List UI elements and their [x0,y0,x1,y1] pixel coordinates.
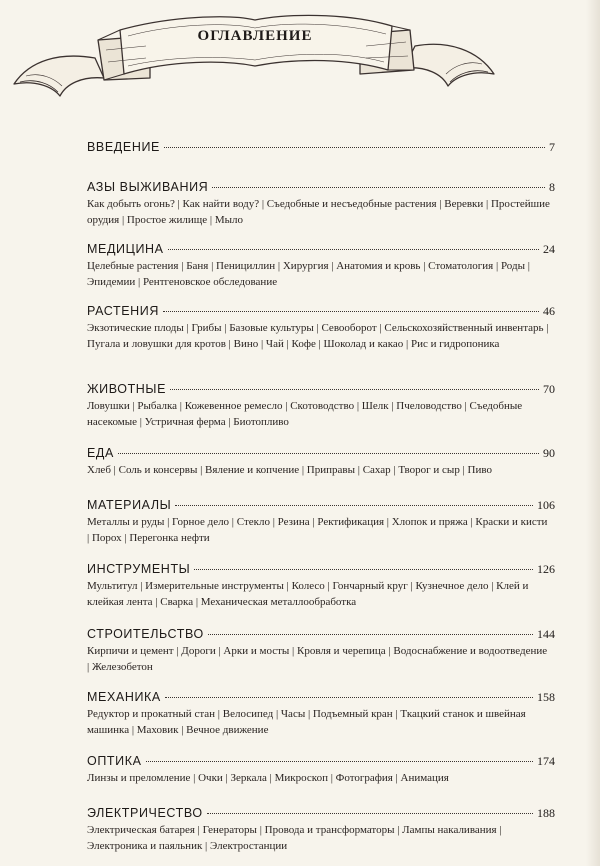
dot-leader [118,443,539,454]
chapter-subtopics: Хлеб | Соль и консервы | Вяление и копчение | Приправы | Сахар | Творог и сыр | Пиво [87,464,492,476]
chapter-title: ЕДА [87,446,114,460]
dot-leader [194,559,533,570]
dot-leader [164,137,545,148]
page-number: 24 [543,242,555,256]
dot-leader [146,751,533,762]
chapter-title: ВВЕДЕНИЕ [87,140,160,154]
dot-leader [212,177,545,188]
page-title: ОГЛАВЛЕНИЕ [197,28,313,44]
chapter-title: ИНСТРУМЕНТЫ [87,562,191,576]
toc-entry[interactable] [87,180,555,228]
chapter-subtopics: Экзотические плоды | Грибы | Базовые культуры | Севооборот | Сельскохозяйственный инвентарь | Пугала и ловушки для кротов | Вино | Чай | Кофе | Шоколад и какао | Рис и гидропоника [87,322,549,350]
page-number: 126 [537,562,555,576]
toc-entry[interactable] [87,806,555,854]
chapter-title: ОПТИКА [87,754,142,768]
page-number: 90 [543,446,555,460]
toc-entry[interactable] [87,690,555,738]
page-number: 46 [543,304,555,318]
dot-leader [168,239,539,250]
chapter-title: СТРОИТЕЛЬСТВО [87,627,204,641]
page-number: 7 [549,140,555,154]
toc-entry[interactable] [87,140,555,155]
chapter-title: ЭЛЕКТРИЧЕСТВО [87,806,203,820]
toc-entry[interactable] [87,627,555,675]
dot-leader [207,803,533,814]
chapter-subtopics: Мультитул | Измерительные инструменты | Колесо | Гончарный круг | Кузнечное дело | Клей и клейкая лента | Сварка | Механическая металлообработка [87,580,529,608]
dot-leader [208,624,533,635]
chapter-title: РАСТЕНИЯ [87,304,159,318]
toc-entry[interactable] [87,242,555,290]
chapter-subtopics: Кирпичи и цемент | Дороги | Арки и мосты | Кровля и черепица | Водоснабжение и водоотведение | Железобетон [87,645,548,673]
page-number: 174 [537,754,555,768]
chapter-subtopics: Металлы и руды | Горное дело | Стекло | Резина | Ректификация | Хлопок и пряжа | Краски и кисти | Порох | Перегонка нефти [87,516,548,544]
chapter-title: МЕДИЦИНА [87,242,164,256]
page-edge-shadow [586,0,600,866]
page-number: 188 [537,806,555,820]
chapter-title: АЗЫ ВЫЖИВАНИЯ [87,180,209,194]
page-number: 158 [537,690,555,704]
chapter-subtopics: Редуктор и прокатный стан | Велосипед | Часы | Подъемный кран | Ткацкий станок и швейная машинка | Маховик | Вечное движение [87,708,526,736]
dot-leader [170,379,539,390]
chapter-subtopics: Ловушки | Рыбалка | Кожевенное ремесло | Скотоводство | Шелк | Пчеловодство | Съедобные насекомые | Устричная ферма | Биотопливо [87,400,523,428]
page-number: 144 [537,627,555,641]
toc-entry[interactable] [87,304,555,352]
dot-leader [175,495,533,506]
dot-leader [163,301,539,312]
toc-entry[interactable] [87,754,555,787]
chapter-title: МЕХАНИКА [87,690,161,704]
toc-entry[interactable] [87,562,555,610]
chapter-subtopics: Целебные растения | Баня | Пенициллин | Хирургия | Анатомия и кровь | Стоматология | Роды | Эпидемии | Рентгеновское обследование [87,260,530,288]
toc-entry[interactable] [87,446,555,479]
chapter-title: МАТЕРИАЛЫ [87,498,172,512]
chapter-subtopics: Линзы и преломление | Очки | Зеркала | Микроскоп | Фотография | Анимация [87,772,449,784]
chapter-title: ЖИВОТНЫЕ [87,382,167,396]
toc-entry[interactable] [87,382,555,430]
page-number: 106 [537,498,555,512]
chapter-subtopics: Как добыть огонь? | Как найти воду? | Съедобные и несъедобные растения | Веревки | Простейшие орудия | Простое жилище | Мыло [87,198,550,226]
chapter-subtopics: Электрическая батарея | Генераторы | Провода и трансформаторы | Лампы накаливания | Электроника и паяльник | Электростанции [87,824,502,852]
page-number: 8 [549,180,555,194]
page-number: 70 [543,382,555,396]
dot-leader [165,687,533,698]
toc-entry[interactable] [87,498,555,546]
